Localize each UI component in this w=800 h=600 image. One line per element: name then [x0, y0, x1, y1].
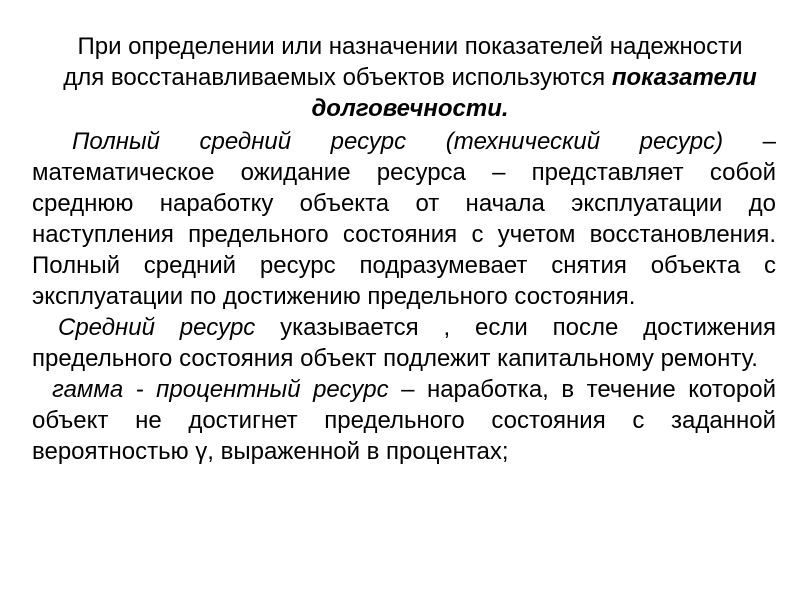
intro-paragraph [60, 31, 760, 124]
term-full-mean-resource: Полный средний ресурс (технический ресурс) [72, 128, 724, 155]
body-text [32, 126, 776, 467]
definition-full-mean-resource: – математическое ожидание ресурса – представляет собой среднюю наработку объекта от начала эксплуатации до наступления предельного состояния с учетом восстановления. Полный средний ресурс подразумевает снятия объекта с эксплуатации по достижению предельного состояния. [32, 128, 777, 310]
paragraph-gamma-resource [32, 374, 776, 467]
term-mean-resource: Средний ресурс [58, 314, 256, 341]
paragraph-full-mean-resource [32, 126, 776, 312]
intro-text: При определении или назначении показателей надежности для восстанавливаемых объектов используются [63, 33, 743, 91]
definition-gamma-resource: – наработка, в течение которой объект не достигнет предельного состояния с заданной вероятностью γ, выраженной в процентах; [32, 376, 776, 465]
paragraph-mean-resource [32, 312, 776, 374]
definition-mean-resource: указывается , если после достижения предельного состояния объект подлежит капитальному ремонту. [32, 314, 776, 372]
term-gamma-resource: гамма - процентный ресурс [52, 376, 389, 403]
intro-emphasis: показатели долговечности. [311, 64, 757, 122]
